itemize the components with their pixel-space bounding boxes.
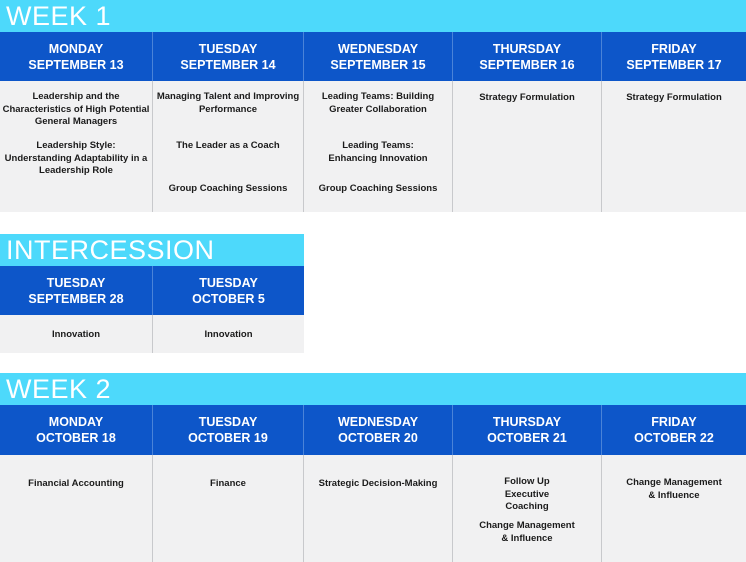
week2-monday-cell (0, 455, 153, 562)
session: Innovation (51, 329, 101, 340)
day-date: SEPTEMBER 17 (626, 57, 722, 72)
session: Strategy Formulation (479, 92, 575, 103)
week2-header-row (0, 405, 746, 455)
session: Leadership and the Characteristics of High Potential General Managers (2, 91, 150, 127)
session: Leading Teams: Building Greater Collaboration (321, 91, 435, 115)
week2-thursday-cell (453, 455, 602, 562)
day-date: OCTOBER 19 (188, 431, 268, 445)
day-date: OCTOBER 5 (192, 291, 265, 306)
session: Change Management & Influence (626, 477, 722, 501)
day-name: TUESDAY (198, 415, 258, 429)
intercession-tuesday-2-header (153, 266, 304, 315)
day-date: SEPTEMBER 13 (28, 57, 124, 72)
day-name: TUESDAY (199, 275, 258, 290)
day-date: SEPTEMBER 15 (330, 57, 426, 72)
week1-friday-header (602, 32, 746, 81)
day-name: TUESDAY (46, 275, 106, 290)
week2-friday-cell (602, 455, 746, 562)
day-date: OCTOBER 21 (487, 431, 567, 445)
week2-banner: WEEK 2 (0, 373, 746, 405)
week1-friday-cell (602, 81, 746, 212)
day-date: OCTOBER 20 (338, 431, 418, 445)
intercession-banner: INTERCESSION (0, 234, 304, 266)
session: Change Management & Influence (479, 520, 575, 544)
session: Innovation (204, 329, 253, 340)
week2-wednesday-header (304, 405, 453, 455)
day-date: OCTOBER 18 (36, 431, 116, 445)
session: Leading Teams: Enhancing Innovation (328, 140, 428, 164)
week1-thursday-cell (453, 81, 602, 212)
intercession-cell-1 (0, 315, 153, 353)
day-name: WEDNESDAY (337, 41, 419, 56)
week2-thursday-header (453, 405, 602, 455)
day-name: MONDAY (48, 41, 104, 56)
intercession-cell-2 (153, 315, 304, 353)
week1-wednesday-cell (304, 81, 453, 212)
session: Finance (210, 478, 246, 489)
week1-tuesday-cell (153, 81, 304, 212)
week2-tuesday-cell (153, 455, 304, 562)
session: Group Coaching Sessions (168, 183, 288, 194)
week1-wednesday-header (304, 32, 453, 81)
intercession-body-row (0, 315, 304, 353)
session: Follow Up Executive Coaching (504, 476, 550, 512)
session: Strategic Decision-Making (318, 478, 438, 489)
day-name: FRIDAY (651, 41, 697, 56)
day-name: FRIDAY (651, 415, 697, 429)
week2-wednesday-cell (304, 455, 453, 562)
week1-monday-cell (0, 81, 153, 212)
session: Managing Talent and Improving Performance (156, 91, 300, 115)
session: Financial Accounting (28, 478, 124, 489)
week1-body-row (0, 81, 746, 212)
intercession-tuesday-1-header (0, 266, 153, 315)
session: Leadership Style: Understanding Adaptability in a Leadership Role (4, 140, 148, 176)
day-name: THURSDAY (492, 415, 562, 429)
day-name: THURSDAY (492, 41, 562, 56)
intercession-header-row (0, 266, 304, 315)
week2-friday-header (602, 405, 746, 455)
day-date: OCTOBER 22 (634, 431, 714, 445)
week2-tuesday-header (153, 405, 304, 455)
week1-monday-header (0, 32, 153, 81)
day-date: SEPTEMBER 16 (479, 57, 575, 72)
week1-tuesday-header (153, 32, 304, 81)
day-name: WEDNESDAY (337, 415, 419, 429)
day-name: TUESDAY (198, 41, 258, 56)
week1-header-row (0, 32, 746, 81)
week2-body-row (0, 455, 746, 562)
week1-thursday-header (453, 32, 602, 81)
day-name: MONDAY (48, 415, 104, 429)
week1-banner: WEEK 1 (0, 0, 746, 32)
session: Group Coaching Sessions (318, 183, 438, 194)
day-date: SEPTEMBER 14 (180, 57, 276, 72)
session: The Leader as a Coach (176, 140, 280, 151)
session: Strategy Formulation (626, 92, 722, 103)
week2-monday-header (0, 405, 153, 455)
day-date: SEPTEMBER 28 (28, 291, 124, 306)
